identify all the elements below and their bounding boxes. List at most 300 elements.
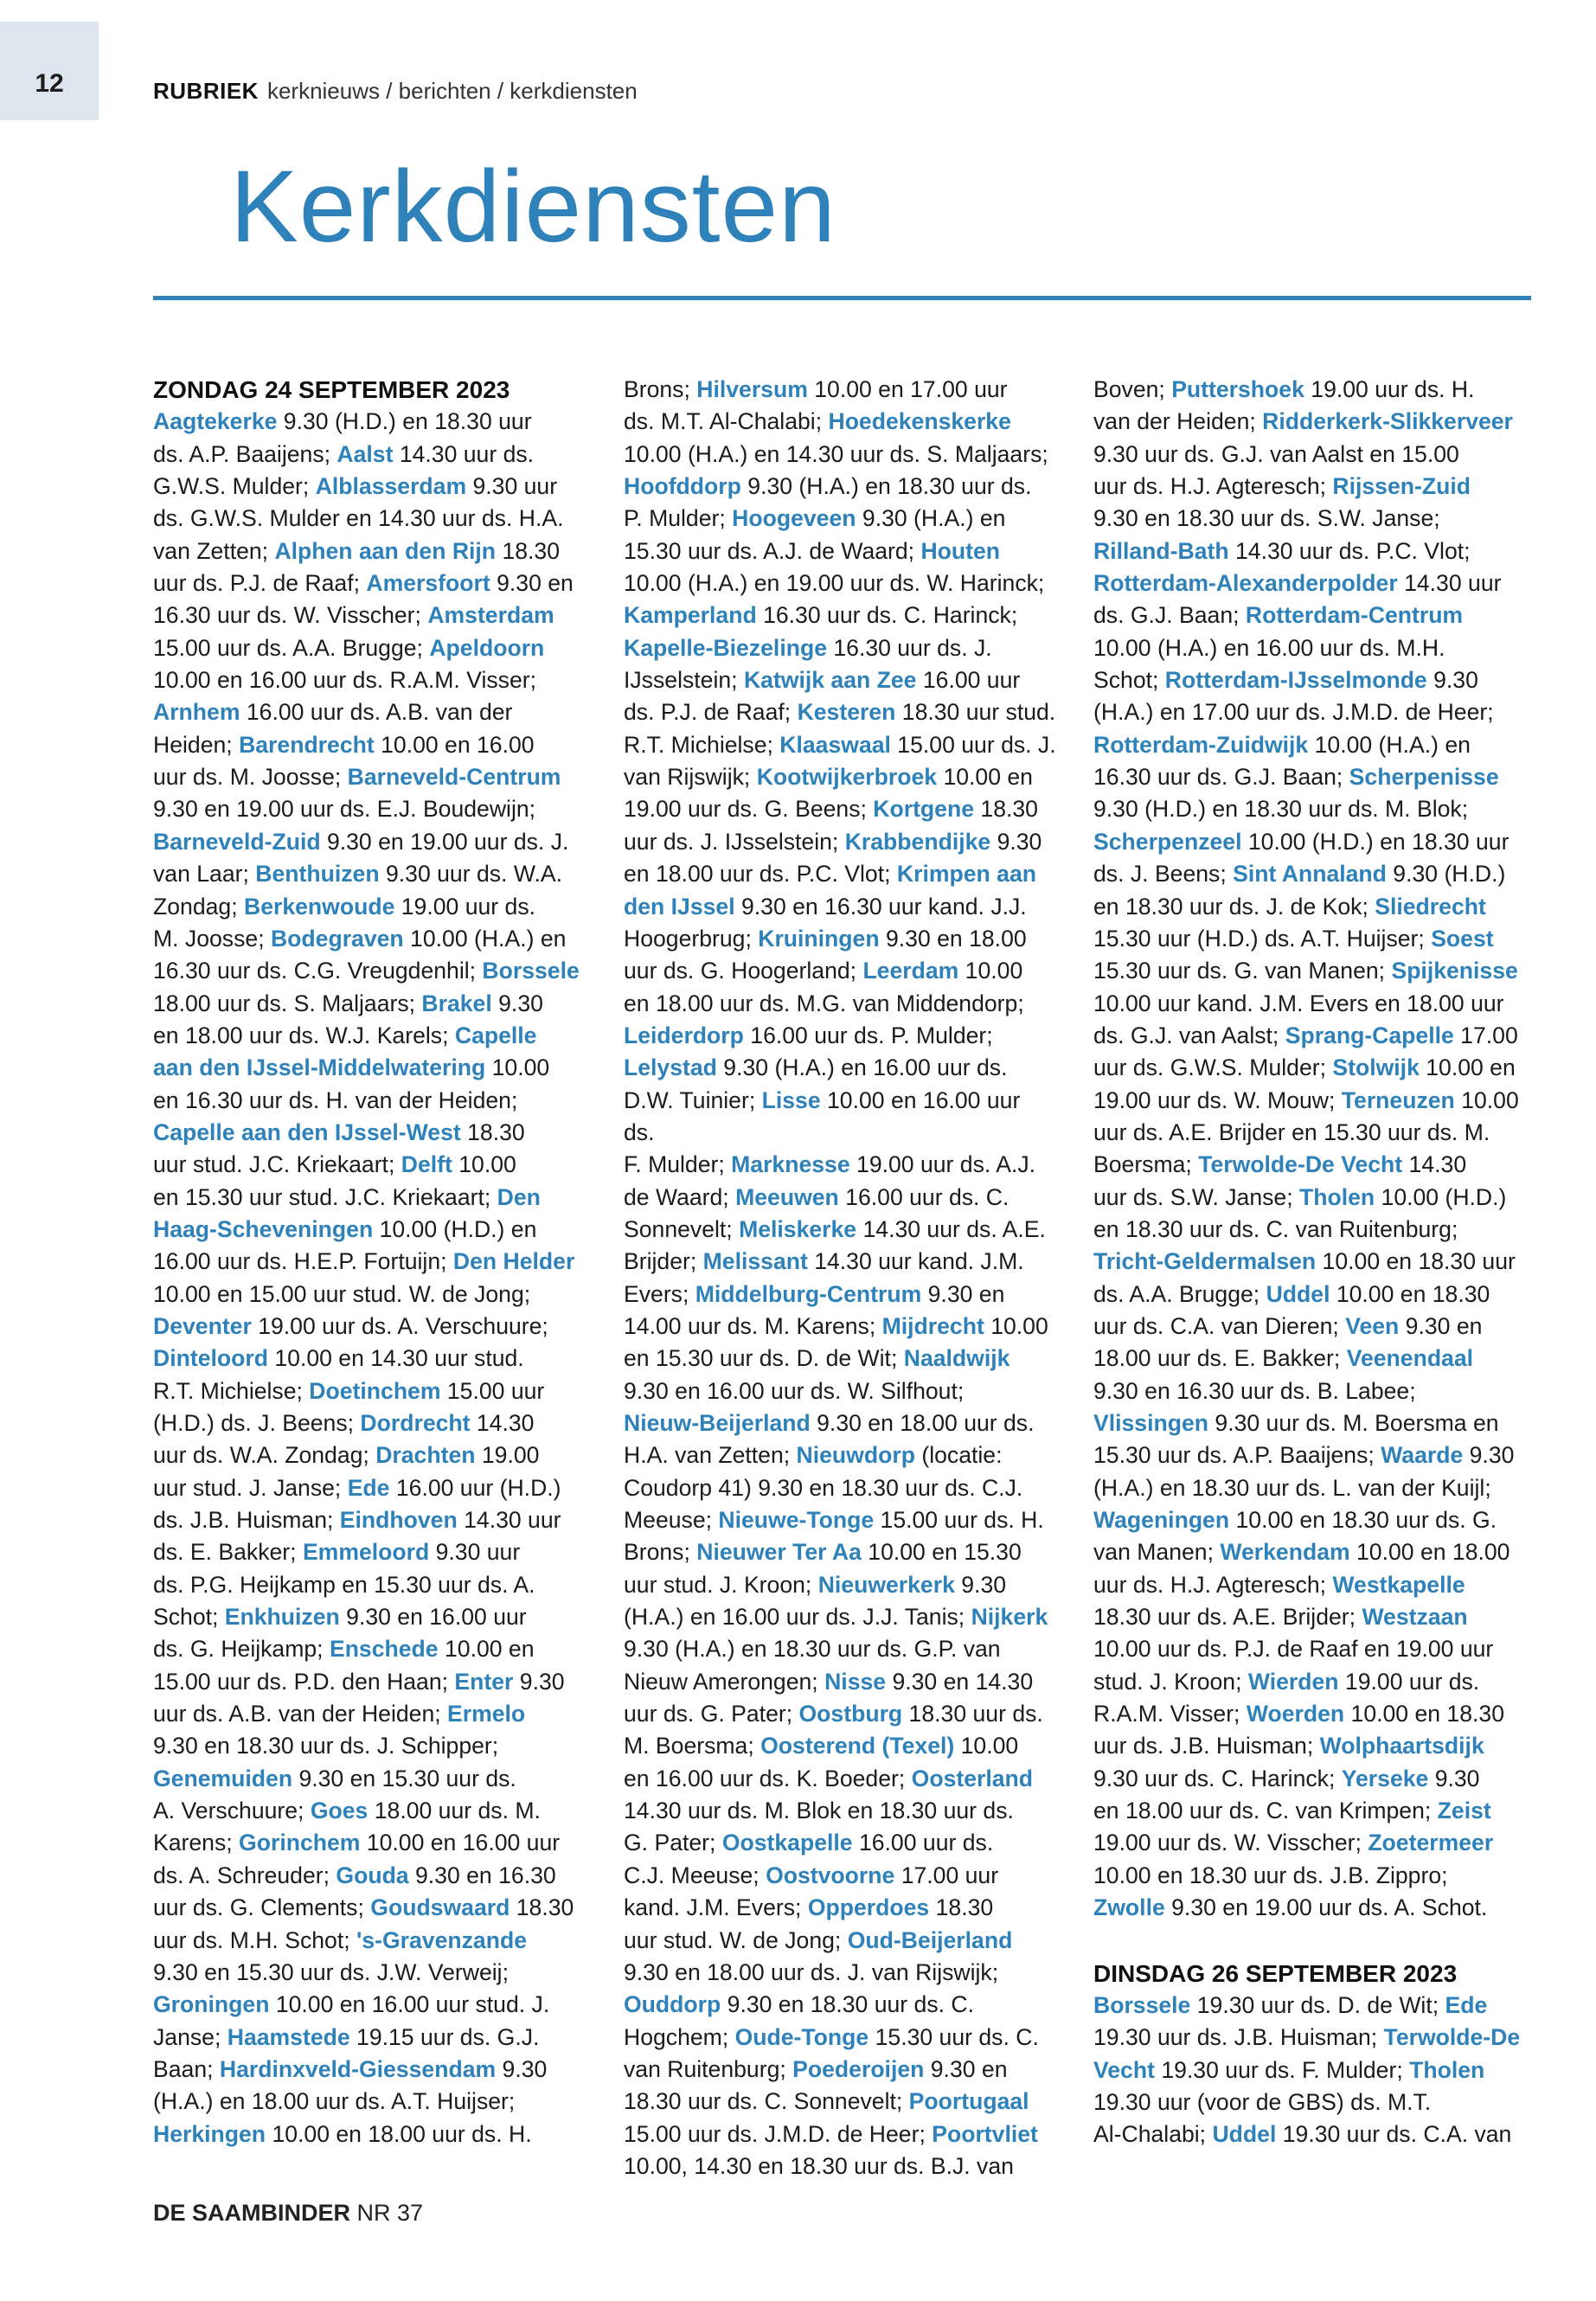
service-text: 14.30 uur	[457, 1507, 561, 1534]
service-text: 16.30 uur ds. C.G. Vreugdenhil;	[153, 958, 483, 984]
service-text: 16.00 uur (H.D.)	[389, 1474, 561, 1501]
place-name: Poederoijen	[792, 2055, 925, 2082]
service-line	[153, 535, 586, 567]
service-line	[624, 1957, 1056, 1989]
place-name: Emmeloord	[302, 1539, 430, 1566]
place-name: Uddel	[1266, 1280, 1330, 1307]
place-name: Oostvoorne	[766, 1862, 895, 1888]
service-line	[624, 2150, 1056, 2182]
service-text: uur ds. G.W.S. Mulder;	[1093, 1054, 1333, 1081]
service-text: 9.30 (H.A.) en 18.30 uur ds.	[740, 473, 1032, 500]
service-text: van Ruitenburg;	[624, 2055, 793, 2082]
place-name: Enkhuizen	[224, 1604, 340, 1631]
place-name: Eindhoven	[339, 1507, 458, 1534]
service-text: 19.00 uur ds.	[1338, 1668, 1480, 1695]
place-name: Hoofddorp	[624, 473, 741, 500]
service-text: Nieuw Amerongen;	[624, 1668, 825, 1695]
service-text: 18.00 uur ds. M.	[368, 1798, 541, 1824]
place-name: Gorinchem	[239, 1830, 361, 1856]
service-text: 9.30 en 18.00 uur ds. J. van Rijswijk;	[624, 1958, 999, 1985]
service-text: G. Pater;	[624, 1830, 722, 1856]
place-name: Lelystad	[624, 1054, 717, 1081]
service-line	[1093, 1698, 1526, 1730]
service-text: 10.00 en 18.00 uur ds. H.	[266, 2120, 532, 2147]
place-name: Veen	[1345, 1312, 1400, 1339]
service-line	[624, 1407, 1056, 1439]
service-text: M. Boersma;	[624, 1733, 761, 1759]
place-name: Leiderdorp	[624, 1022, 744, 1048]
service-line	[1093, 1892, 1526, 1924]
service-line	[153, 988, 586, 1020]
service-line	[1093, 1343, 1526, 1375]
service-text: 16.30 uur ds. J.	[826, 634, 992, 661]
service-text: 19.30 uur (voor de GBS) ds. M.T.	[1093, 2088, 1432, 2115]
service-line	[624, 1763, 1056, 1795]
place-name: Goudswaard	[370, 1894, 510, 1921]
service-line	[1093, 599, 1526, 631]
service-line	[1093, 1149, 1526, 1181]
service-line	[1093, 406, 1526, 438]
place-name: Nieuwer Ter Aa	[696, 1539, 862, 1566]
service-text: Brons;	[624, 376, 697, 402]
place-name: Zoetermeer	[1368, 1830, 1494, 1856]
service-line	[153, 1279, 586, 1311]
service-text: 18.30 uur ds.	[902, 1701, 1043, 1727]
place-name: Herkingen	[153, 2120, 266, 2147]
service-line	[1093, 1601, 1526, 1633]
service-line	[624, 1375, 1056, 1407]
place-name: Amersfoort	[366, 570, 490, 597]
service-line	[624, 793, 1056, 825]
service-text: (locatie:	[914, 1442, 1003, 1469]
service-line	[624, 471, 1056, 503]
service-line	[1093, 1311, 1526, 1343]
place-name: Barendrecht	[239, 731, 375, 758]
place-name: Amsterdam	[427, 602, 554, 629]
place-name: Stolwijk	[1332, 1054, 1420, 1081]
service-text: 9.30 uur ds. C. Harinck;	[1093, 1765, 1342, 1791]
place-name: Enter	[454, 1668, 514, 1695]
service-line	[624, 632, 1056, 664]
service-line	[624, 696, 1056, 728]
service-line	[624, 503, 1056, 535]
place-name: Doetinchem	[309, 1377, 441, 1404]
service-line	[1093, 471, 1526, 503]
service-line	[153, 1633, 586, 1665]
service-line	[1093, 1472, 1526, 1504]
service-text: uur stud. J.C. Kriekaart;	[153, 1151, 401, 1178]
service-text: 18.00 uur ds. S. Maljaars;	[153, 990, 422, 1016]
service-line	[1093, 1439, 1526, 1471]
service-line	[153, 471, 586, 503]
service-text: 15.30 uur (H.D.) ds. A.T. Huijser;	[1093, 925, 1432, 952]
text-column-2	[624, 374, 1056, 2182]
service-text: Janse;	[153, 2023, 228, 2050]
service-line	[624, 1730, 1056, 1762]
service-line	[153, 1860, 586, 1892]
service-line	[624, 567, 1056, 599]
service-text: ds. G.W.S. Mulder en 14.30 uur ds. H.A.	[153, 505, 564, 532]
service-text: C.J. Meeuse;	[624, 1862, 766, 1888]
place-name: Vlissingen	[1093, 1410, 1209, 1436]
service-text: 10.00	[452, 1151, 516, 1178]
service-line	[624, 1311, 1056, 1343]
service-line	[1093, 1214, 1526, 1246]
service-line	[153, 1472, 586, 1504]
service-line	[153, 1892, 586, 1924]
service-line	[624, 1666, 1056, 1698]
place-name: Goes	[310, 1798, 369, 1824]
service-text: ds. J. Beens;	[1093, 861, 1234, 888]
place-name: Ridderkerk-Slikkerveer	[1262, 408, 1513, 435]
service-line	[153, 729, 586, 761]
place-name: Brakel	[421, 990, 492, 1016]
service-text: uur ds. S.W. Janse;	[1093, 1183, 1299, 1210]
service-text: 10.00 en 18.30	[1344, 1701, 1504, 1727]
service-text: 19.00 uur ds. W. Mouw;	[1093, 1086, 1342, 1113]
service-text: 9.30 (H.A.) en 16.00 uur ds.	[716, 1054, 1008, 1081]
service-text: uur stud. J. Janse;	[153, 1474, 348, 1501]
service-line	[1093, 2086, 1526, 2118]
place-name: Poortvliet	[932, 2120, 1038, 2147]
service-text: van der Heiden;	[1093, 408, 1263, 435]
service-line	[153, 664, 586, 696]
place-name: Terneuzen	[1341, 1086, 1455, 1113]
place-name: Rotterdam-IJsselmonde	[1164, 667, 1427, 694]
service-text: 18.30 uur ds. A.E. Brijder;	[1093, 1604, 1362, 1631]
service-line	[153, 1957, 586, 1989]
place-name: Scherpenisse	[1349, 764, 1499, 791]
service-line	[1093, 664, 1526, 696]
service-text: 9.30 en 19.00 uur ds. J.	[320, 828, 569, 855]
service-text: en 16.00 uur ds. K. Boeder;	[624, 1765, 912, 1791]
service-line	[624, 2022, 1056, 2054]
service-text: uur stud. W. de Jong;	[624, 1926, 848, 1953]
service-text: ds. P.J. de Raaf;	[624, 699, 798, 726]
service-text: 17.00 uur	[894, 1862, 999, 1888]
service-text: 10.00 (H.A.) en	[403, 925, 567, 952]
service-line	[624, 1279, 1056, 1311]
service-text: kand. J.M. Evers;	[624, 1894, 808, 1921]
service-text: 9.30 en 19.00 uur ds. A. Schot.	[1164, 1894, 1488, 1921]
service-text: 10.00 (H.A.) en 19.00 uur ds. W. Harinck;	[624, 570, 1045, 597]
service-line	[1093, 632, 1526, 664]
place-name: Naaldwijk	[903, 1345, 1010, 1372]
service-line	[153, 439, 586, 471]
service-line	[153, 1214, 586, 1246]
place-name: Opperdoes	[807, 1894, 930, 1921]
service-text: en 18.00 uur ds. P.C. Vlot;	[624, 861, 897, 888]
service-text: 19.00 uur ds. G. Beens;	[624, 796, 874, 823]
service-text: 9.30	[1463, 1442, 1515, 1469]
title-divider	[153, 296, 1531, 300]
place-name: Klaaswaal	[779, 731, 891, 758]
service-text: 9.30 uur ds. W.A.	[379, 861, 562, 888]
place-name: Tholen	[1298, 1183, 1375, 1210]
service-line	[624, 599, 1056, 631]
service-text: 19.00 uur ds.	[394, 893, 536, 920]
service-text: uur ds. G. Hoogerland;	[624, 958, 863, 984]
service-line	[1093, 891, 1526, 923]
service-line	[624, 664, 1056, 696]
service-text: 15.30 uur ds. G. van Manen;	[1093, 958, 1392, 984]
service-text: 14.30	[470, 1410, 535, 1436]
service-line	[1093, 1117, 1526, 1149]
service-text: 9.30 (H.D.) en 18.30 uur ds. M. Blok;	[1093, 796, 1469, 823]
place-name: Nieuwerkerk	[817, 1571, 955, 1598]
service-text: 10.00 en 15.00 uur stud. W. de Jong;	[153, 1280, 531, 1307]
service-line	[624, 1892, 1056, 1924]
service-line	[624, 1246, 1056, 1278]
service-text: 9.30 (H.A.) en	[856, 505, 1006, 532]
service-line	[1093, 1860, 1526, 1892]
service-text: 18.30 uur stud.	[895, 699, 1056, 726]
place-name: Ede	[347, 1474, 390, 1501]
service-text: uur ds. P.J. de Raaf;	[153, 570, 367, 597]
service-text: 18.30	[496, 537, 561, 564]
service-text: (H.A.) en 17.00 uur ds. J.M.D. de Heer;	[1093, 699, 1494, 726]
service-text: 19.00 uur ds. A. Verschuure;	[251, 1312, 548, 1339]
service-line	[624, 1536, 1056, 1568]
place-name: Dordrecht	[360, 1410, 471, 1436]
date-heading: ZONDAG 24 SEPTEMBER 2023	[153, 376, 510, 403]
place-name: Capelle aan den IJssel-West	[153, 1118, 461, 1145]
service-text: 10.00 (H.D.)	[1375, 1183, 1507, 1210]
service-line	[153, 599, 586, 631]
service-text: 10.00	[984, 1312, 1048, 1339]
place-name: Nijkerk	[971, 1604, 1048, 1631]
place-name: Rotterdam-Zuidwijk	[1093, 731, 1309, 758]
service-text: 9.30 uur	[466, 473, 558, 500]
service-text: uur ds. M.H. Schot;	[153, 1926, 356, 1953]
service-line	[1093, 858, 1526, 890]
service-line	[624, 535, 1056, 567]
service-text: uur ds. J.B. Huisman;	[1093, 1733, 1320, 1759]
service-text: 10.00 en 17.00 uur	[807, 376, 1008, 402]
service-line	[1093, 761, 1526, 793]
service-text: H.A. van Zetten;	[624, 1442, 797, 1469]
service-text: 16.00 uur ds. C.	[838, 1183, 1010, 1210]
service-text: 9.30 en 14.30	[886, 1668, 1034, 1695]
place-name: Uddel	[1212, 2121, 1277, 2148]
service-line	[1093, 696, 1526, 728]
place-name: Borssele	[482, 958, 580, 984]
service-text: en 18.00 uur ds. C. van Krimpen;	[1093, 1798, 1438, 1824]
service-line	[1093, 1536, 1526, 1568]
service-text: 9.30 en	[921, 1280, 1005, 1307]
service-line	[153, 1246, 586, 1278]
place-name: Wolphaartsdijk	[1319, 1733, 1484, 1759]
service-text: 14.30 uur kand. J.M.	[807, 1248, 1024, 1275]
service-line	[624, 1827, 1056, 1859]
service-text: en 18.00 uur ds. W.J. Karels;	[153, 1022, 455, 1048]
place-name: Meliskerke	[739, 1215, 857, 1242]
service-line	[624, 1085, 1056, 1150]
service-text: Brijder;	[624, 1248, 703, 1275]
service-line	[153, 1763, 586, 1795]
place-name: Scherpenzeel	[1093, 828, 1242, 855]
service-text: ds. G.J. van Aalst;	[1093, 1022, 1285, 1048]
place-name: Sliedrecht	[1375, 893, 1486, 920]
place-name: Tricht-Geldermalsen	[1093, 1248, 1317, 1275]
text-column-1	[153, 374, 586, 2150]
place-name: Aagtekerke	[153, 408, 278, 435]
service-line	[1093, 793, 1526, 825]
service-text: 18.30 uur ds. C. Sonnevelt;	[624, 2088, 909, 2115]
service-line	[153, 567, 586, 599]
service-text: 9.30 en 15.30 uur ds. J.W. Verweij;	[153, 1958, 509, 1985]
service-text: Sonnevelt;	[624, 1215, 740, 1242]
place-name: Wierden	[1247, 1668, 1339, 1695]
place-name: Poortugaal	[908, 2088, 1029, 2115]
service-text: 10.00 en 14.30 uur stud.	[267, 1345, 524, 1372]
magazine-name: DE SAAMBINDER	[153, 2200, 351, 2226]
service-line	[624, 406, 1056, 438]
service-line	[1093, 729, 1526, 761]
service-text: 18.30	[974, 796, 1038, 823]
service-line	[624, 1439, 1056, 1471]
place-name: Oostkapelle	[721, 1830, 853, 1856]
place-name: Ermelo	[447, 1701, 526, 1727]
service-line	[624, 1472, 1056, 1504]
service-line	[153, 923, 586, 955]
service-text: 10.00	[485, 1054, 550, 1081]
place-name: Alphen aan den Rijn	[274, 537, 497, 564]
service-text: en 18.30 uur ds. C. van Ruitenburg;	[1093, 1215, 1458, 1242]
service-line	[153, 406, 586, 438]
service-line	[624, 988, 1056, 1020]
place-name: Puttershoek	[1171, 376, 1304, 402]
service-text: 10.00	[954, 1733, 1019, 1759]
service-line	[153, 826, 586, 858]
service-text: 10.00 en 16.00	[374, 731, 535, 758]
service-text: 19.30 uur ds. C.A. van	[1276, 2121, 1512, 2148]
service-line	[624, 1925, 1056, 1957]
service-text: Hoogerbrug;	[624, 925, 759, 952]
service-text: 9.30	[954, 1571, 1007, 1598]
service-text: 18.30	[510, 1894, 574, 1921]
service-line	[1093, 1795, 1526, 1827]
service-line	[624, 1343, 1056, 1375]
service-text: ds. A. Schreuder;	[153, 1862, 337, 1888]
service-text: 10.00 en 18.30 uur	[1316, 1248, 1516, 1275]
place-name: Krabbendijke	[844, 828, 991, 855]
service-text: Meeuse;	[624, 1507, 719, 1534]
service-text: 17.00	[1453, 1022, 1518, 1048]
service-text: 19.00 uur ds. H.	[1304, 376, 1475, 402]
service-line	[624, 729, 1056, 761]
service-line	[1093, 567, 1526, 599]
place-name: Haag-Scheveningen	[153, 1215, 374, 1242]
service-text: uur ds. J. IJsselstein;	[624, 828, 845, 855]
place-name: Sint Annaland	[1233, 861, 1387, 888]
service-line	[153, 891, 586, 923]
service-text: 9.30 en 18.00 uur ds.	[810, 1410, 1035, 1436]
place-name: Gouda	[336, 1862, 409, 1888]
service-line	[1093, 1279, 1526, 1311]
place-name: Werkendam	[1220, 1539, 1350, 1566]
service-text: van Rijswijk;	[624, 764, 757, 791]
service-text: 9.30 en	[490, 570, 574, 597]
service-line	[624, 826, 1056, 858]
service-text: 9.30 en 16.30 uur kand. J.J.	[734, 893, 1027, 920]
service-line	[153, 1730, 586, 1762]
service-text: 14.30 uur ds. M. Blok en 18.30 uur ds.	[624, 1798, 1014, 1824]
service-line	[153, 1439, 586, 1471]
service-text: 9.30 (H.A.) en 18.30 uur ds. G.P. van	[624, 1636, 1001, 1663]
place-name: Oostburg	[798, 1701, 903, 1727]
service-text: 18.30	[460, 1118, 525, 1145]
service-text: 9.30 (H.D.) en 18.30 uur	[277, 408, 532, 435]
place-name: Hilversum	[696, 376, 808, 402]
service-text: uur ds. H.J. Agteresch;	[1093, 473, 1333, 500]
page-number: 12	[35, 69, 64, 98]
service-line	[1093, 1763, 1526, 1795]
service-text: 15.30 uur ds. C.	[869, 2023, 1039, 2050]
place-name: Kesteren	[797, 699, 896, 726]
service-line	[153, 1052, 586, 1084]
service-text: uur ds. H.J. Agteresch;	[1093, 1571, 1333, 1598]
service-text: 10.00 (H.A.) en 16.00 uur ds. M.H.	[1093, 634, 1445, 661]
place-name: Capelle	[454, 1022, 537, 1048]
place-name: Dinteloord	[153, 1345, 268, 1372]
place-name: Kruiningen	[758, 925, 880, 952]
service-text: stud. J. Kroon;	[1093, 1668, 1248, 1695]
service-line	[153, 955, 586, 987]
service-text: R.T. Michielse;	[153, 1377, 310, 1404]
place-name: Krimpen aan	[896, 861, 1036, 888]
date-heading: DINSDAG 26 SEPTEMBER 2023	[1093, 1959, 1458, 1987]
service-text: 15.00 uur	[440, 1377, 545, 1404]
service-line	[153, 1795, 586, 1827]
service-text: 10.00	[1454, 1086, 1519, 1113]
service-text: (H.D.) ds. J. Beens;	[153, 1410, 361, 1436]
place-name: aan den IJssel-Middelwatering	[153, 1054, 486, 1081]
service-line	[153, 696, 586, 728]
service-text: 14.30 uur ds. A.E.	[856, 1215, 1046, 1242]
place-name: Oude-Tonge	[734, 2023, 869, 2050]
place-name: Kapelle-Biezelinge	[624, 634, 827, 661]
service-text: 9.30	[1428, 1765, 1480, 1791]
place-name: Spijkenisse	[1391, 958, 1518, 984]
service-text: ds. A.A. Brugge;	[1093, 1280, 1266, 1307]
service-line	[624, 374, 1056, 406]
service-text: 10.00 en	[438, 1636, 535, 1663]
service-text: uur ds. W.A. Zondag;	[153, 1442, 376, 1469]
service-text: Boven;	[1093, 376, 1172, 402]
service-line	[624, 1633, 1056, 1665]
place-name: Ouddorp	[624, 1991, 721, 2018]
place-name: Enschede	[329, 1636, 439, 1663]
service-text: 16.00 uur ds. H.E.P. Fortuijn;	[153, 1248, 453, 1275]
service-text: ds. E. Bakker;	[153, 1539, 303, 1566]
service-text: de Waard;	[624, 1183, 736, 1210]
service-line	[153, 1827, 586, 1859]
place-name: Delft	[401, 1151, 452, 1178]
service-line	[624, 1860, 1056, 1892]
place-name: Soest	[1431, 925, 1494, 952]
service-line	[153, 1117, 586, 1149]
service-text: Baan;	[153, 2055, 220, 2082]
service-line	[1093, 2118, 1526, 2150]
service-line	[1093, 1246, 1526, 1278]
service-text: P. Mulder;	[624, 505, 733, 532]
footer	[153, 2200, 423, 2227]
service-line	[1093, 1827, 1526, 1859]
place-name: Middelburg-Centrum	[695, 1280, 922, 1307]
service-line	[1093, 1182, 1526, 1214]
service-text: 16.00 uur ds.	[852, 1830, 994, 1856]
